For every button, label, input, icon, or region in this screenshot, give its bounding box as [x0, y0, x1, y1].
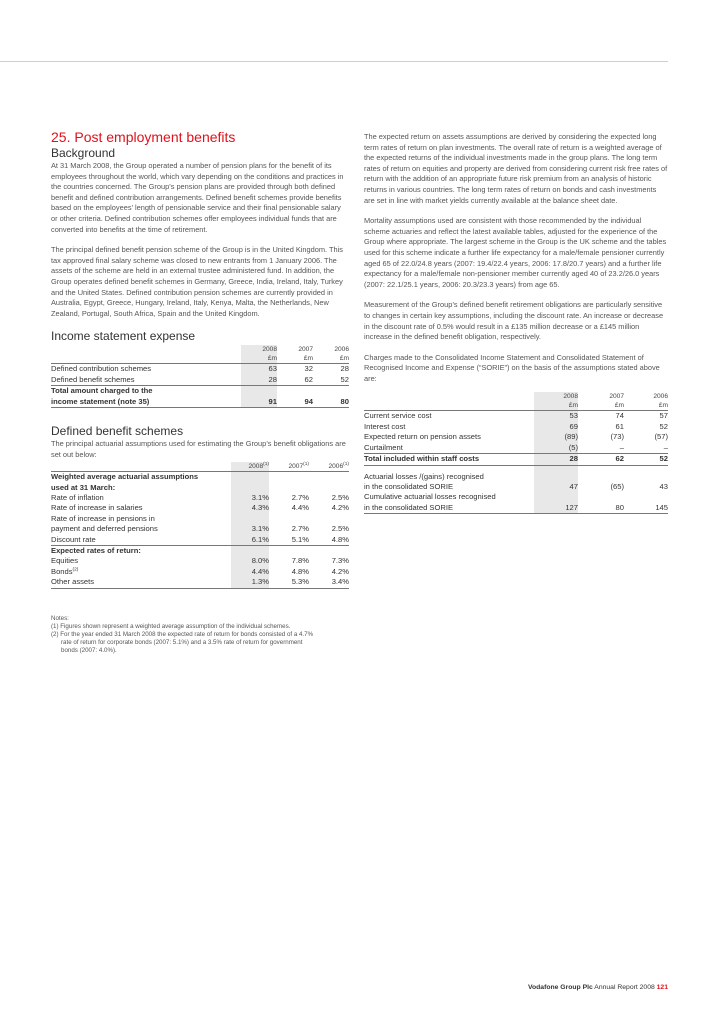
year-header: 2006 — [334, 346, 349, 354]
table-row — [51, 556, 349, 566]
charges-intro-paragraph: Charges made to the Consolidated Income Statement and Consolidated Statement of Recognised Income and Expense (“SORIE”) on the basis of the assumptions stated above are: — [364, 352, 660, 383]
unit-header: £m — [624, 401, 668, 411]
table-row — [364, 482, 668, 492]
row-label: Defined benefit schemes — [51, 374, 135, 384]
background-heading: Background — [51, 146, 116, 160]
cell-value: 3.1% — [231, 493, 269, 503]
cell-value: (89) — [534, 432, 578, 442]
table-row — [364, 472, 668, 482]
expected-return-paragraph: The expected return on assets assumptions are derived by considering the expected long term rates of return on plan investments. The overall rate of return is a weighted average of the expected returns of the individual investments made in the group plans. The long term rates of return on equities and property are derived from considering current risk free rates of return with the addition of an appropriate future risk premium from an analysis of historic returns in various countries. The long term rates of return on bonds and cash investments are set in line with market yields currently available at the balance sheet date. — [364, 132, 668, 205]
table-row — [51, 514, 349, 524]
left-column — [51, 128, 349, 656]
cell-value: 2.5% — [331, 524, 349, 534]
row-label: Bonds$^{(2)}$ — [51, 566, 79, 576]
cell-value: 7.8% — [291, 556, 309, 566]
page-footer — [400, 984, 668, 991]
cell-value: 4.2% — [331, 566, 349, 576]
cell-value: 2.7% — [291, 492, 309, 502]
cell-value: 4.3% — [231, 503, 269, 513]
table-subheading: Expected rates of return: — [51, 545, 349, 556]
cell-value: 4.4% — [291, 503, 309, 513]
table-header-row — [51, 345, 349, 354]
cell-value: 1.3% — [231, 577, 269, 588]
sensitivity-paragraph: Measurement of the Group’s defined benefit retirement obligations are particularly sensitive to changes in certain key assumptions, including the discount rate. An increase or decrease in the discount rate of 0.5% would result in a £135 million decrease or a £145 million increase in the defined benefit obligation, respectively. — [364, 300, 664, 342]
cell-value: 6.1% — [231, 535, 269, 546]
cell-value: (5) — [534, 443, 578, 454]
unit-header: £m — [313, 354, 349, 364]
row-label: Interest cost — [364, 421, 406, 431]
cell-value: (65) — [610, 481, 624, 491]
footnote-2-continued: rate of return for corporate bonds (2007: 5.1%) and a 3.5% rate of return for government — [61, 639, 303, 647]
cell-value: 5.3% — [269, 577, 309, 588]
unit-header: £m — [534, 401, 578, 411]
cell-value: 8.0% — [231, 556, 269, 566]
row-label: Expected return on pension assets — [364, 432, 481, 442]
row-label: Curtailment — [364, 443, 534, 454]
table-row-total — [51, 397, 349, 408]
cell-value: 4.8% — [309, 535, 349, 546]
table-row — [51, 364, 349, 375]
unit-header: £m — [277, 354, 313, 364]
cell-value: 5.1% — [269, 535, 309, 546]
cell-value: 62 — [304, 374, 313, 384]
table-units-row — [51, 354, 349, 364]
table-row-total — [364, 454, 668, 465]
income-statement-table — [51, 345, 349, 408]
table-row — [364, 503, 668, 514]
cell-value: 4.8% — [291, 566, 309, 576]
cell-value: 53 — [534, 411, 578, 422]
table-row — [51, 577, 349, 588]
cell-value: 43 — [659, 481, 668, 491]
header-rule — [0, 61, 668, 62]
table-units-row — [364, 401, 668, 411]
table-row-total — [51, 386, 349, 397]
section-title: 25. Post employment benefits — [51, 129, 236, 145]
row-label: Rate of increase in pensions in — [51, 513, 155, 523]
table-row — [364, 443, 668, 454]
table-header-row — [364, 392, 668, 401]
cell-value: – — [624, 443, 668, 454]
table-row — [51, 535, 349, 546]
cell-value: 74 — [615, 411, 624, 421]
table-row — [51, 493, 349, 503]
table-subheading: used at 31 March: — [51, 483, 349, 493]
cell-value: 80 — [313, 397, 349, 408]
cell-value: 32 — [304, 364, 313, 374]
charges-table — [364, 392, 668, 514]
year-header: 2007 — [609, 393, 624, 401]
unit-header: £m — [241, 354, 277, 364]
cell-value: 69 — [534, 422, 578, 432]
year-header: 2008$^{(1)}$ — [231, 462, 269, 472]
row-label: in the consolidated SORIE — [364, 481, 454, 491]
cell-value: 80 — [578, 503, 624, 514]
row-label: income statement (note 35) — [51, 397, 241, 408]
table-row — [51, 503, 349, 513]
right-column — [364, 132, 668, 514]
year-header: 2008 — [241, 345, 277, 354]
cell-value: 52 — [624, 454, 668, 465]
cell-value: 28 — [340, 364, 349, 374]
defined-benefit-heading: Defined benefit schemes — [51, 423, 184, 438]
row-label: Total included within staff costs — [364, 454, 534, 465]
page-number: 121 — [656, 984, 668, 991]
mortality-paragraph: Mortality assumptions used are consistent with those recommended by the individual scheme actuaries and reflect the latest available tables, adjusted for the experience of the Group where appropriate. The largest scheme in the Group is the UK scheme and the tables used for this scheme indicate a further life expectancy for a male/female pensioner currently aged 65 of 22.0/24.8 years (2007: 19.4/22.4 years, 2006: 17.8/20.7 years) and a further life expectancy for a male/female non-pensioner member currently aged 40 of 23.2/26.0 years (2007: 22.1/25.1 years, 2006: 20.3/23.3 years) from age 65. — [364, 216, 667, 289]
cell-value: 4.2% — [331, 503, 349, 513]
cell-value: 3.1% — [231, 524, 269, 534]
row-label: Rate of inflation — [51, 492, 104, 502]
cell-value: 28 — [534, 454, 578, 465]
year-header: 2006 — [653, 393, 668, 401]
year-header: 2008 — [534, 392, 578, 401]
footnotes — [51, 615, 349, 656]
row-label: in the consolidated SORIE — [364, 503, 534, 514]
footnote-1: (1) Figures shown represent a weighted average assumption of the individual schemes. — [51, 622, 291, 630]
notes-heading: Notes: — [51, 614, 69, 622]
background-paragraph-1: At 31 March 2008, the Group operated a number of pension plans for the benefit of its employees throughout the world, which vary depending on the conditions and practices in the countries concerned. The Group’s pension plans are provided through both defined benefit and defined contribution arrangements. Defined benefit schemes provide benefits based on the employees’ length of pensionable service and their final pensionable salary or other criteria. Defined contribution schemes offer employees individual funds that are converted into benefits at the time of retirement. — [51, 161, 344, 234]
cell-value: 2.5% — [331, 492, 349, 502]
cell-value: 3.4% — [309, 577, 349, 588]
footnote-2-continued: bonds (2007: 4.0%). — [61, 647, 117, 655]
row-label: Current service cost — [364, 411, 432, 421]
cell-value: 145 — [624, 503, 668, 514]
table-subheading: Weighted average actuarial assumptions — [51, 472, 349, 483]
year-header: 2007$^{(1)}$ — [269, 462, 309, 472]
defined-benefit-intro: The principal actuarial assumptions used for estimating the Group’s benefit obligations are set out below: — [51, 438, 346, 459]
row-label: Rate of increase in salaries — [51, 503, 143, 513]
row-label: Equities — [51, 556, 79, 566]
cell-value: 63 — [241, 364, 277, 375]
income-statement-heading: Income statement expense — [51, 329, 196, 344]
row-label: Other assets — [51, 577, 231, 588]
assumptions-table — [51, 462, 349, 588]
row-label: Cumulative actuarial losses recognised — [364, 492, 496, 502]
cell-value: 127 — [534, 503, 578, 514]
row-label: payment and deferred pensions — [51, 524, 158, 534]
row-label: Actuarial losses /(gains) recognised — [364, 471, 484, 481]
row-label: Discount rate — [51, 535, 231, 546]
cell-value: 52 — [340, 374, 349, 384]
table-header-row — [51, 462, 349, 472]
cell-value: 2.7% — [291, 524, 309, 534]
year-header: 2007 — [298, 346, 313, 354]
cell-value: 7.3% — [331, 556, 349, 566]
table-row — [51, 375, 349, 386]
cell-value: (73) — [610, 432, 624, 442]
unit-header: £m — [578, 401, 624, 411]
cell-value: 62 — [578, 454, 624, 465]
footer-report: Annual Report 2008 — [594, 984, 655, 991]
table-row — [364, 492, 668, 502]
row-label: Defined contribution schemes — [51, 364, 152, 374]
table-row — [51, 524, 349, 534]
cell-value: 52 — [659, 421, 668, 431]
table-row — [364, 432, 668, 442]
cell-value: – — [578, 443, 624, 454]
footnote-2: (2) For the year ended 31 March 2008 the expected rate of return for bonds consisted of a 4.7% — [51, 631, 314, 638]
cell-value: 4.4% — [231, 567, 269, 577]
year-header: 2006$^{(1)}$ — [309, 462, 349, 472]
background-paragraph-2: The principal defined benefit pension scheme of the Group is in the United Kingdom. This tax approved final salary scheme was closed to new entrants from 1 January 2006. The assets of the scheme are held in an external trustee administered fund. In addition, the Group operates defined benefit schemes in Germany, Greece, India, Ireland, Italy, Turkey and the United States. Defined contribution pension schemes are currently provided in Australia, Egypt, Greece, Hungary, Ireland, Italy, Kenya, Malta, the Netherlands, New Zealand, Portugal, South Africa, Spain and the United Kingdom. — [51, 245, 343, 318]
cell-value: 91 — [241, 397, 277, 408]
cell-value: 28 — [241, 375, 277, 386]
footer-company: Vodafone Group Plc — [527, 984, 593, 991]
row-label: Total amount charged to the — [51, 386, 241, 397]
cell-value: 47 — [534, 482, 578, 492]
cell-value: (57) — [654, 432, 668, 442]
cell-value: 57 — [659, 411, 668, 421]
cell-value: 61 — [615, 421, 624, 431]
table-row — [51, 567, 349, 577]
cell-value: 94 — [277, 397, 313, 408]
table-row — [364, 411, 668, 422]
table-row — [364, 422, 668, 432]
